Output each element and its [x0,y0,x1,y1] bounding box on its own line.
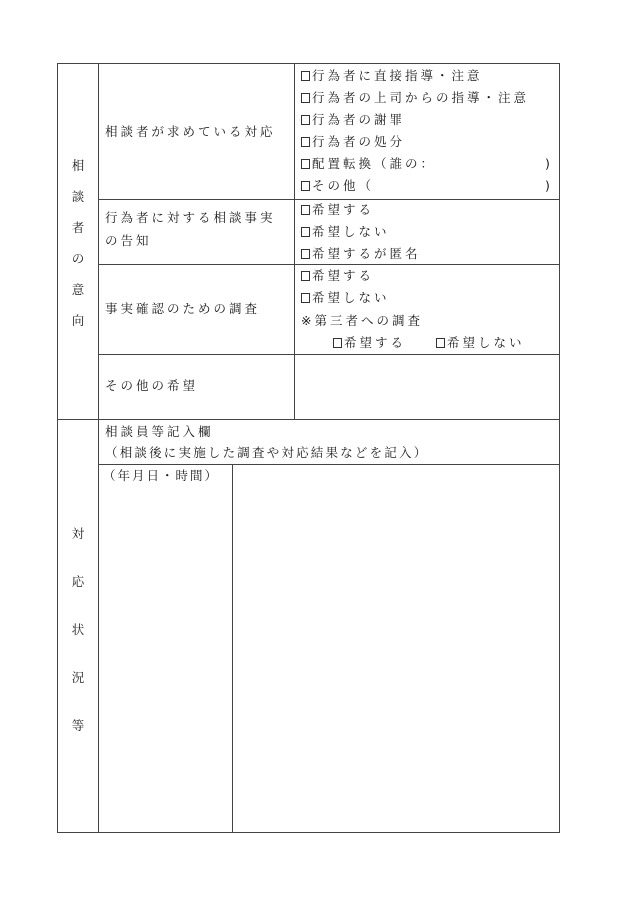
label-char: 向 [71,313,85,328]
label-char: 相 [71,158,85,173]
label-char: 対 [71,526,85,541]
sub-option-item[interactable]: 希望しない [436,337,525,350]
date-time-field[interactable] [99,484,232,832]
label-char: 状 [71,622,85,637]
counselor-entry-heading: 相談員等記入欄 [105,424,214,439]
row-label-investigation: 事実確認のための調査 [105,301,261,316]
checkbox-icon[interactable] [301,137,310,147]
checkbox-icon[interactable] [301,227,310,237]
option-item[interactable]: 希望しない [301,226,390,239]
row-label-requested-response: 相談者が求めている対応 [105,124,276,139]
option-item[interactable]: 希望する [301,270,374,283]
option-item[interactable]: 希望する [301,204,374,217]
sub-option-item[interactable]: 希望する [333,337,406,350]
label-char: 意 [71,282,85,297]
checkbox-icon[interactable] [301,293,310,303]
divider [98,199,560,200]
section-divider [58,419,560,420]
option-item[interactable]: 行為者に直接指導・注意 [301,70,483,83]
row-label-other-wishes: その他の希望 [105,378,199,393]
row-label-notification-line1: 行為者に対する相談事実 [105,210,276,225]
consultation-form-table [57,63,560,833]
counselor-entry-instructions: （相談後に実施した調査や対応結果などを記入） [105,445,429,460]
label-char: 者 [71,220,85,235]
label-char: 等 [71,718,85,733]
option-item[interactable]: 希望しない [301,292,390,305]
checkbox-icon[interactable] [436,338,445,348]
checkbox-icon[interactable] [301,159,310,169]
label-char: 況 [71,670,85,685]
checkbox-icon[interactable] [301,271,310,281]
checkbox-icon[interactable] [333,338,342,348]
third-party-note: ※第三者への調査 [301,313,423,328]
label-char: 応 [71,574,85,589]
checkbox-icon[interactable] [301,93,310,103]
other-wishes-field[interactable] [295,355,560,419]
divider [98,264,560,265]
checkbox-icon[interactable] [301,115,310,125]
option-item[interactable]: 行為者の謝罪 [301,114,405,127]
checkbox-icon[interactable] [301,71,310,81]
close-paren: ) [545,156,553,171]
option-item[interactable]: 行為者の処分 [301,136,405,149]
close-paren: ) [545,178,553,193]
option-item[interactable]: 行為者の上司からの指導・注意 [301,92,529,105]
checkbox-icon[interactable] [301,205,310,215]
option-item[interactable]: 希望するが匿名 [301,248,421,261]
label-char: の [71,251,85,266]
checkbox-icon[interactable] [301,181,310,191]
response-details-field[interactable] [233,465,560,832]
option-item[interactable]: 配置転換（誰の： [301,158,436,171]
row-label-notification-line2: の告知 [105,233,152,248]
checkbox-icon[interactable] [301,249,310,259]
label-char: 談 [71,189,85,204]
date-time-label: （年月日・時間） [103,468,220,483]
option-item[interactable]: その他（ [301,180,374,193]
